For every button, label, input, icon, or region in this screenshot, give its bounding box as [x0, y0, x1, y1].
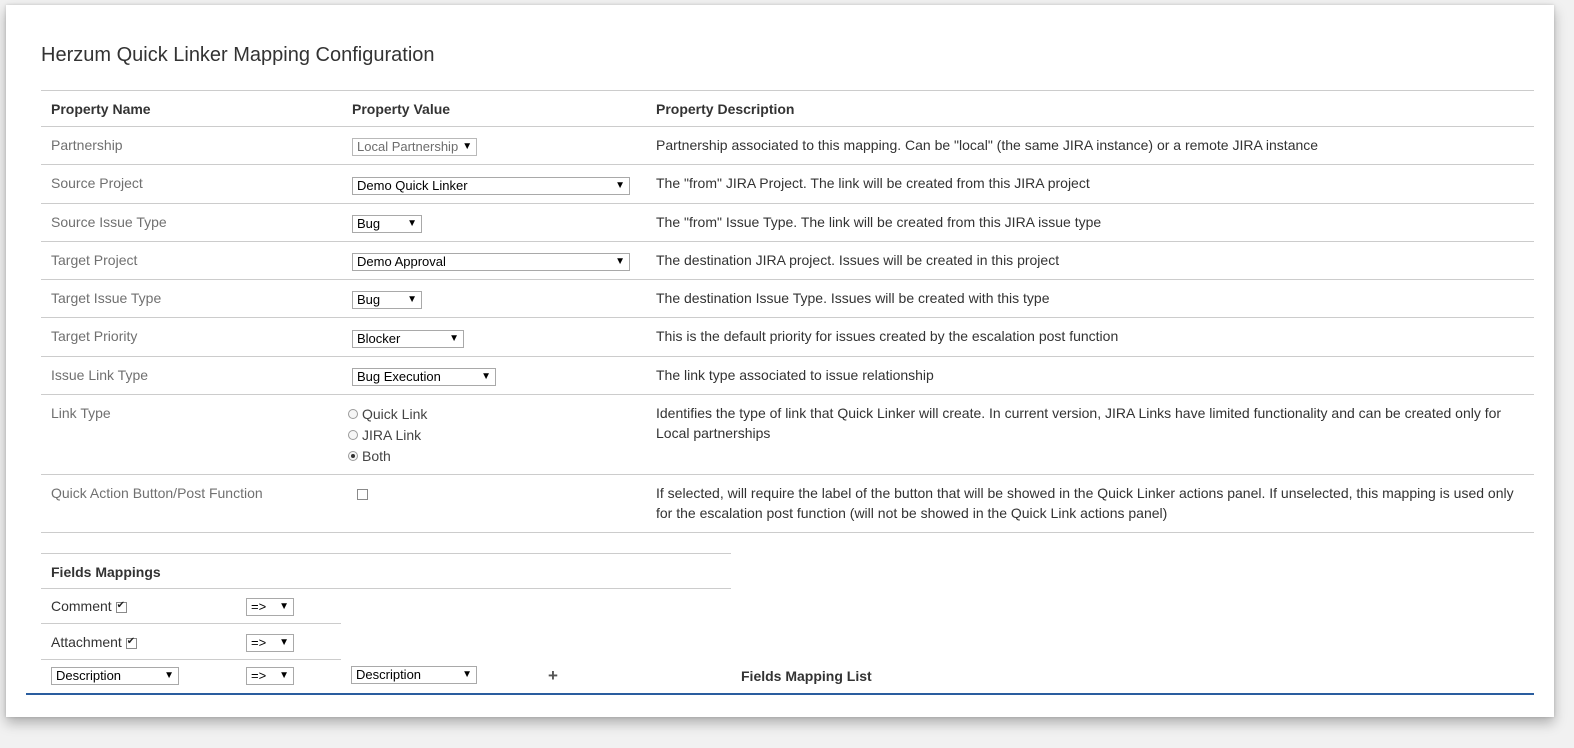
header-property-value: Property Value — [342, 91, 646, 127]
source-issue-type-label: Source Issue Type — [41, 203, 342, 241]
page-title: Herzum Quick Linker Mapping Configuration — [41, 44, 435, 66]
target-project-select-value: Demo Approval — [357, 254, 446, 270]
new-mapping-operator-select[interactable] — [246, 667, 294, 685]
comment-label: Comment — [51, 598, 112, 614]
table-header-row — [41, 91, 1534, 127]
new-mapping-operator-value: => — [251, 668, 267, 683]
table-row — [41, 475, 1534, 533]
target-project-label: Target Project — [41, 241, 342, 279]
field-mapping-row-comment — [41, 588, 341, 624]
comment-checkbox[interactable] — [116, 602, 127, 613]
chevron-down-icon: ▼ — [481, 371, 491, 383]
target-field-value: Description — [356, 667, 422, 682]
target-priority-select[interactable] — [352, 330, 464, 348]
target-project-select[interactable] — [352, 253, 630, 271]
fields-mappings-title: Fields Mappings — [51, 564, 161, 580]
table-row — [41, 127, 1534, 165]
target-field-select[interactable] — [351, 666, 477, 684]
table-row — [41, 280, 1534, 318]
partnership-select-value: Local Partnership — [357, 139, 459, 155]
chevron-down-icon: ▼ — [615, 256, 625, 268]
chevron-down-icon: ▼ — [279, 670, 289, 681]
chevron-down-icon: ▼ — [407, 294, 417, 306]
properties-table — [41, 90, 1534, 533]
target-issue-type-label: Target Issue Type — [41, 280, 342, 318]
source-project-select[interactable] — [352, 177, 630, 195]
source-issue-type-select-value: Bug — [357, 215, 381, 231]
issue-link-type-label: Issue Link Type — [41, 356, 342, 394]
partnership-select[interactable] — [352, 138, 477, 156]
chevron-down-icon: ▼ — [279, 637, 289, 648]
table-row — [41, 241, 1534, 279]
table-row — [41, 356, 1534, 394]
comment-operator-select[interactable] — [246, 598, 294, 616]
partnership-description: Partnership associated to this mapping. Can be "local" (the same JIRA instance) or a remote JIRA instance — [646, 127, 1534, 165]
section-divider — [26, 693, 1534, 695]
issue-link-type-description: The link type associated to issue relationship — [646, 356, 1534, 394]
quick-action-description: If selected, will require the label of the button that will be showed in the Quick Linker actions panel. If unselected, this mapping is used only for the escalation post function (will not be showed in the Quick Link actions panel) — [646, 475, 1534, 533]
source-issue-type-description: The "from" Issue Type. The link will be created from this JIRA issue type — [646, 203, 1534, 241]
table-row — [41, 395, 1534, 475]
radio-jira-link-label: JIRA Link — [362, 426, 422, 443]
target-priority-select-value: Blocker — [357, 330, 401, 346]
issue-link-type-select-value: Bug Execution — [357, 369, 441, 385]
comment-operator-value: => — [251, 599, 267, 614]
chevron-down-icon: ▼ — [164, 670, 174, 681]
chevron-down-icon: ▼ — [615, 179, 625, 191]
radio-button[interactable] — [348, 409, 358, 419]
table-row — [41, 318, 1534, 356]
source-field-select[interactable] — [51, 667, 179, 685]
attachment-checkbox[interactable] — [126, 638, 137, 649]
partnership-label: Partnership — [41, 127, 342, 165]
target-issue-type-description: The destination Issue Type. Issues will be created with this type — [646, 280, 1534, 318]
source-project-select-value: Demo Quick Linker — [357, 177, 468, 193]
radio-quick-link[interactable] — [348, 403, 636, 424]
chevron-down-icon: ▼ — [462, 669, 472, 680]
fields-mapping-list-title: Fields Mapping List — [741, 668, 872, 684]
link-type-label: Link Type — [41, 395, 342, 475]
radio-quick-link-label: Quick Link — [362, 405, 428, 422]
quick-action-checkbox[interactable] — [357, 489, 368, 500]
field-mapping-row-attachment — [41, 624, 341, 660]
target-priority-label: Target Priority — [41, 318, 342, 356]
radio-button-selected[interactable] — [348, 451, 358, 461]
quick-action-label: Quick Action Button/Post Function — [41, 475, 342, 533]
radio-jira-link[interactable] — [348, 424, 636, 445]
header-property-name: Property Name — [41, 91, 342, 127]
source-project-description: The "from" JIRA Project. The link will be created from this JIRA project — [646, 165, 1534, 203]
chevron-down-icon: ▼ — [407, 217, 417, 229]
target-project-description: The destination JIRA project. Issues will be created in this project — [646, 241, 1534, 279]
radio-both-label: Both — [362, 447, 391, 464]
target-issue-type-select-value: Bug — [357, 292, 381, 308]
attachment-operator-select[interactable] — [246, 634, 294, 652]
table-row — [41, 203, 1534, 241]
plus-icon[interactable]: + — [548, 666, 558, 685]
chevron-down-icon: ▼ — [449, 332, 459, 344]
source-project-label: Source Project — [41, 165, 342, 203]
issue-link-type-select[interactable] — [352, 368, 496, 386]
radio-both[interactable] — [348, 445, 636, 466]
source-issue-type-select[interactable] — [352, 215, 422, 233]
target-priority-description: This is the default priority for issues created by the escalation post function — [646, 318, 1534, 356]
attachment-operator-value: => — [251, 635, 267, 650]
attachment-label: Attachment — [51, 634, 122, 650]
chevron-down-icon: ▼ — [462, 141, 473, 153]
link-type-description: Identifies the type of link that Quick Linker will create. In current version, JIRA Links have limited functionality and can be created only for Local partnerships — [646, 395, 1534, 475]
header-property-description: Property Description — [646, 91, 1534, 127]
target-issue-type-select[interactable] — [352, 291, 422, 309]
radio-button[interactable] — [348, 430, 358, 440]
source-field-value: Description — [56, 668, 122, 683]
table-row — [41, 165, 1534, 203]
fields-mappings-header — [41, 553, 731, 589]
chevron-down-icon: ▼ — [279, 601, 289, 612]
